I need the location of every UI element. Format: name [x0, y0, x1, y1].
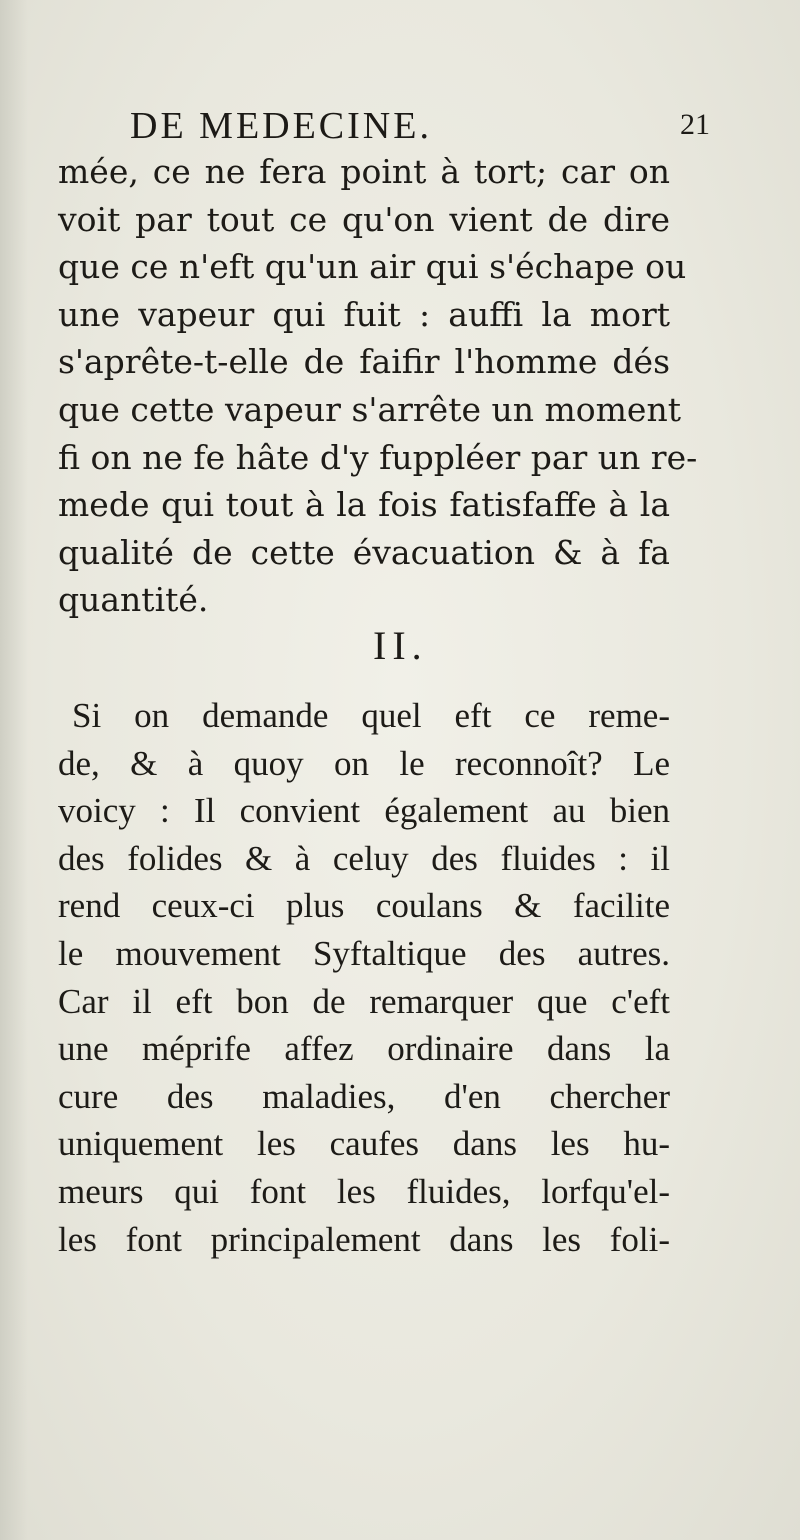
text-line: une méprife affez ordinaire dans la: [58, 1029, 670, 1069]
text-line: une vapeur qui fuit : auffi la mort: [58, 294, 670, 334]
section-numeral: II.: [373, 623, 428, 668]
text-line: meurs qui font les fluides, lorfqu'el-: [58, 1171, 670, 1211]
text-line: de, & à quoy on le reconnoît? Le: [58, 743, 670, 783]
paragraph-1: [58, 148, 698, 624]
text-line: voit par tout ce qu'on vient de dire: [58, 199, 670, 239]
text-line: les font principalement dans les foli-: [58, 1219, 670, 1259]
running-head-title: DE MEDECINE.: [130, 105, 432, 147]
text-line: Si on demande quel eft ce reme-: [72, 696, 670, 735]
text-line: rend ceux-ci plus coulans & facilite: [58, 886, 670, 926]
text-line: mede qui tout à la fois fatisfaffe à la: [58, 485, 670, 525]
text-line: que cette vapeur s'arrête un moment: [58, 389, 681, 429]
text-line: cure des maladies, d'en chercher: [58, 1076, 670, 1116]
text-line: des folides & à celuy des fluides : il: [58, 838, 670, 878]
running-head: [100, 104, 710, 154]
text-line: fi on ne fe hâte d'y fuppléer par un re-: [58, 437, 698, 477]
text-line: uniquement les caufes dans les hu-: [58, 1124, 670, 1164]
text-line: quantité.: [58, 580, 209, 620]
text-line: que ce n'eft qu'un air qui s'échape ou: [58, 247, 687, 287]
text-line: s'aprête-t-elle de faifir l'homme dés: [58, 342, 670, 382]
page-number: 21: [680, 108, 710, 141]
text-line: le mouvement Syftaltique des autres.: [58, 933, 670, 973]
binding-shadow: [0, 0, 28, 1540]
paragraph-2: [58, 692, 670, 1263]
text-line: qualité de cette évacuation & à fa: [58, 532, 670, 572]
text-line: mée, ce ne fera point à tort; car on: [58, 152, 670, 191]
text-line: Car il eft bon de remarquer que c'eft: [58, 981, 670, 1021]
text-line: voicy : Il convient également au bien: [58, 791, 670, 831]
